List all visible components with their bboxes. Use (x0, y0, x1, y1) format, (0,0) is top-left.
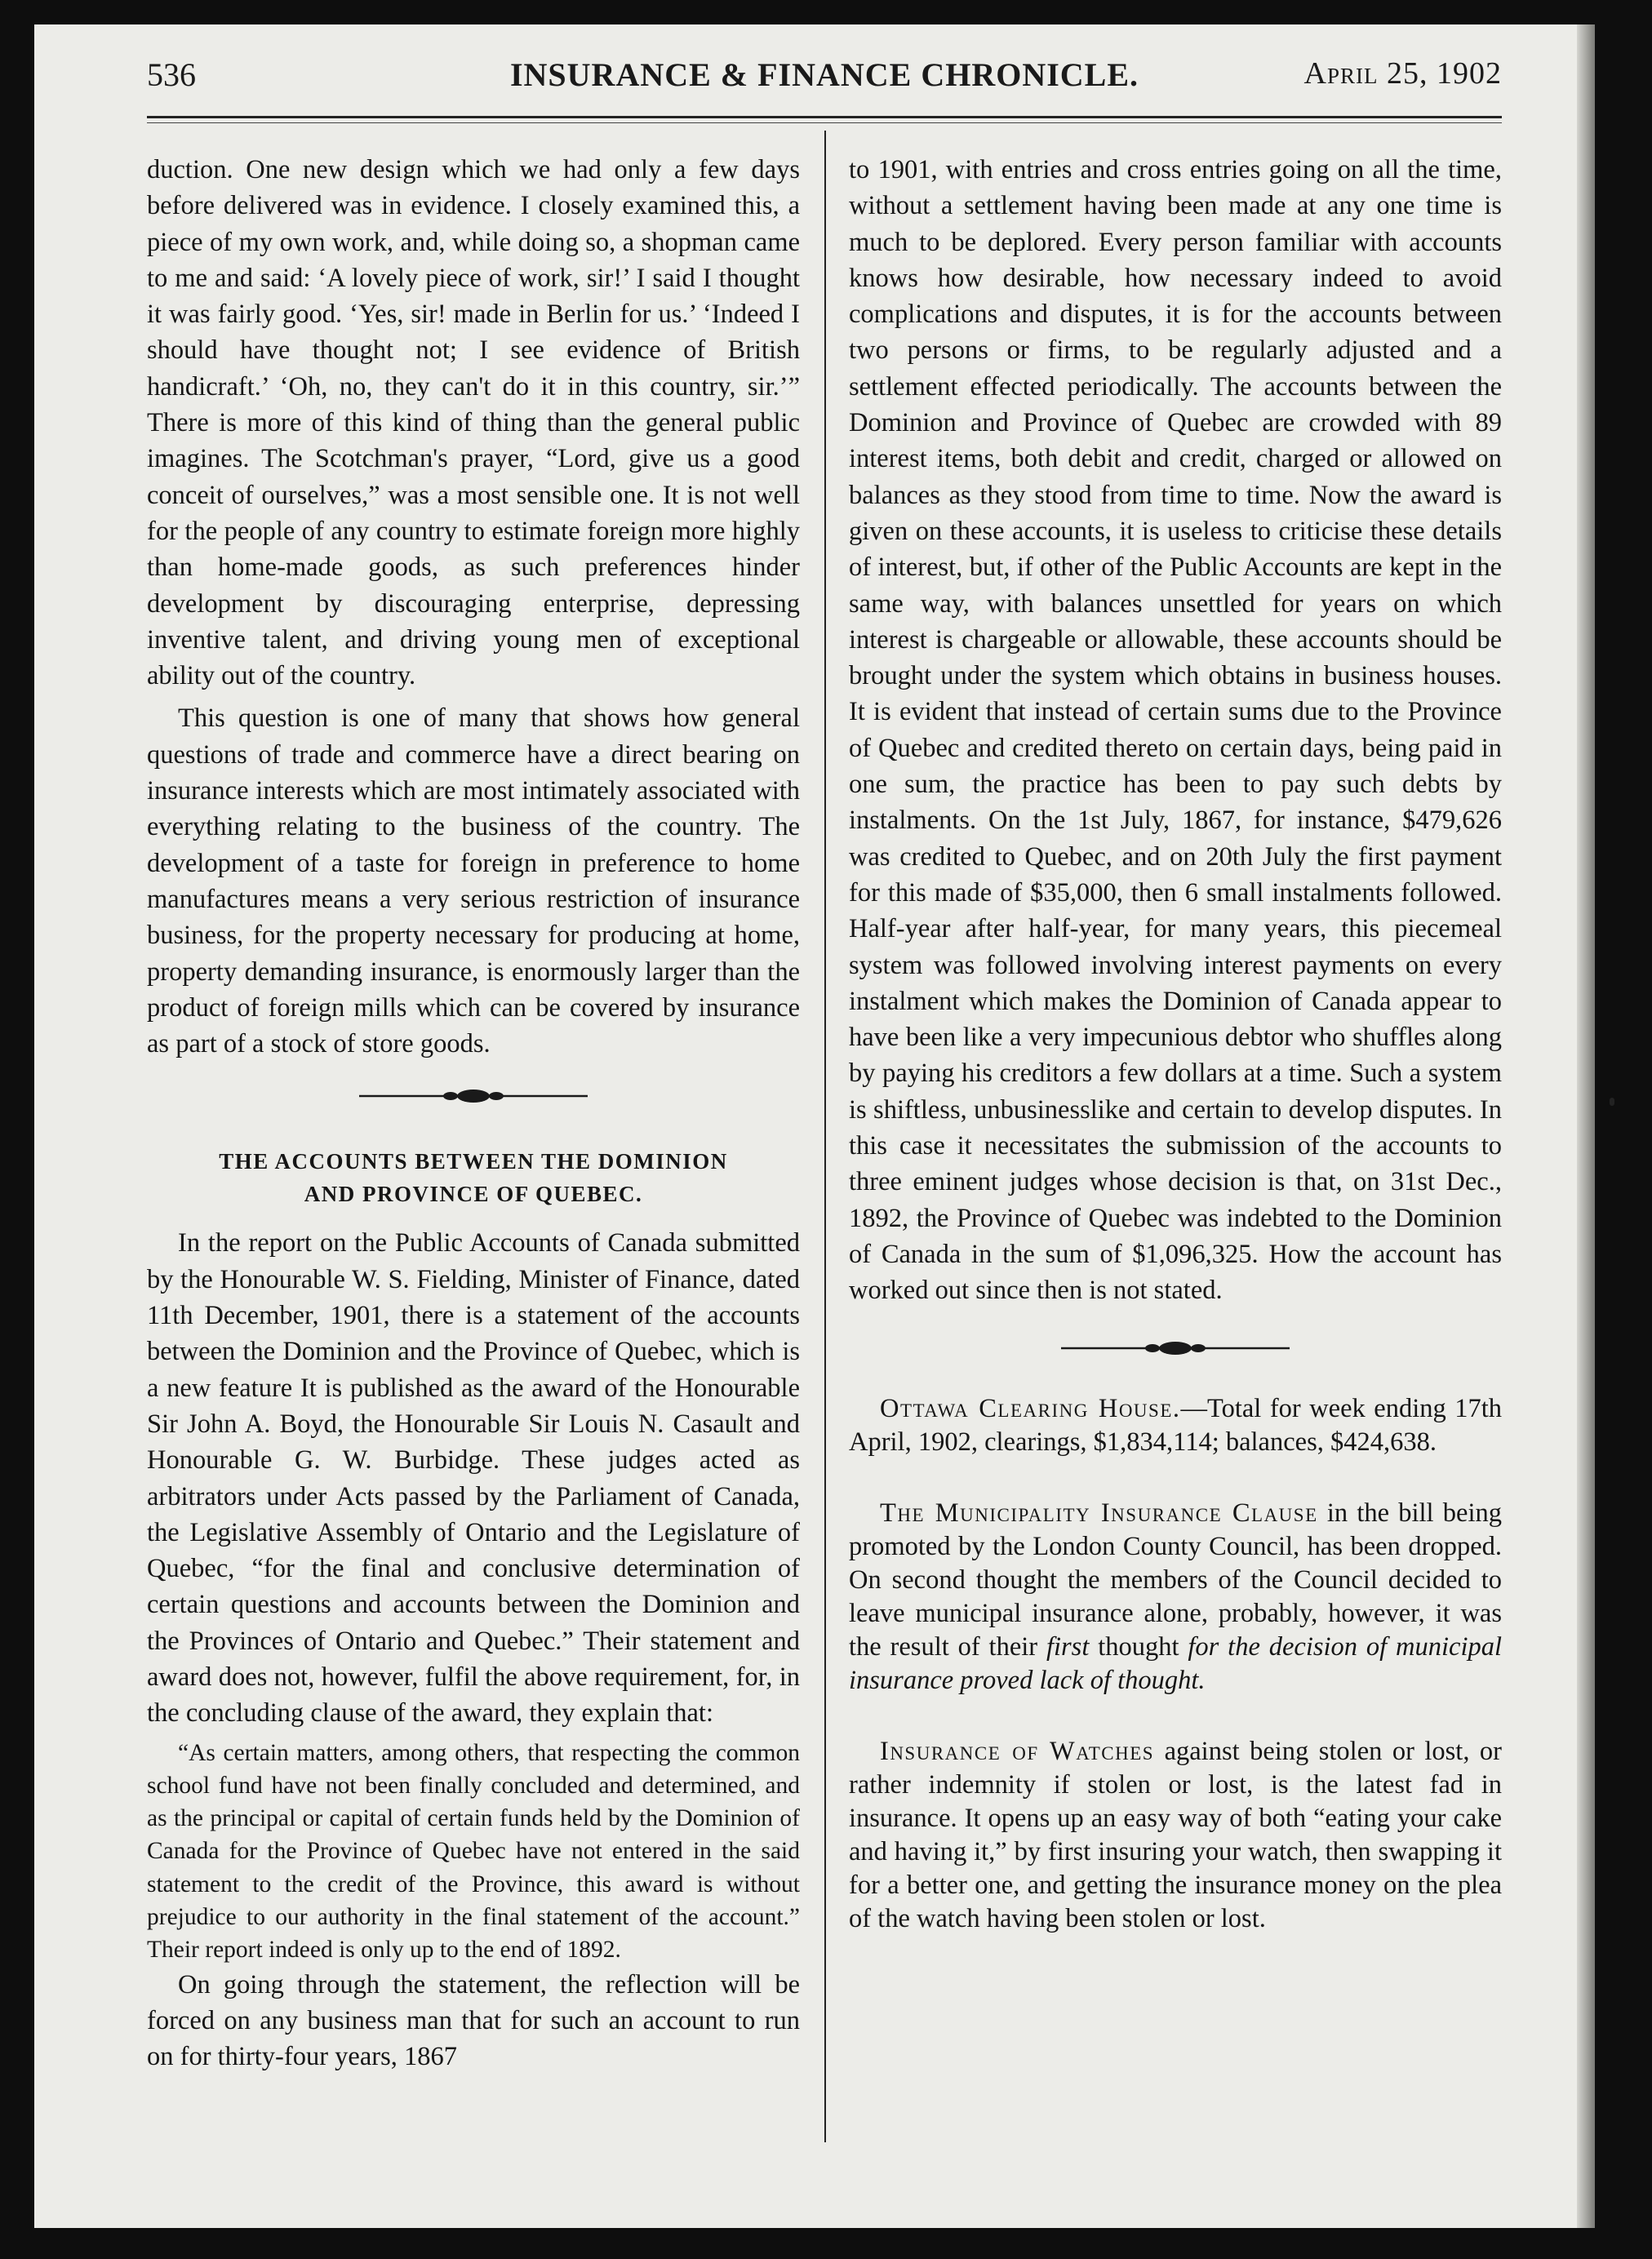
ottawa-text: —Total for week ending 17th April, 1902, clearings, $1,834,114; balances, $424,638. (849, 1393, 1502, 1457)
section-ornament (147, 1080, 800, 1116)
quote-paragraph: “As certain matters, among others, that respecting the common school fund have not been finally concluded and determined, and as the principal or capital of certain funds held by the Dominion of Canada for the Province of Quebec have not entered in the said statement to the credit of the Province, this award is without prejudice to our authority in the final statement of the account.” Their report indeed is only up to the end of 1892. (147, 1739, 800, 1964)
question-paragraph: This question is one of many that shows how general questions of trade and commerce have a direct bearing on insurance interests which are most intimately associated with everything relating to the business of the country. The development of a taste for foreign in preference to home manufactures means a very serious restriction of insurance business, for the property necessary for producing at home, property demanding insurance, is enormously larger than the product of foreign mills which can be covered by insurance as part of a stock of store goods. (147, 703, 800, 1059)
continuation-paragraph: to 1901, with entries and cross entries going on all the time, without a settlement having been made at any one time is much to be deplored. Every person familiar with accounts knows how desirable, how necessary indeed to avoid complications and disputes, it is for the accounts between two persons or firms, to be regularly adjusted and a settlement effected periodically. The accounts between the Dominion and Province of Quebec are crowded with 89 interest items, both debit and credit, charged or allowed on balances as they stood from time to time. Now the award is given on these accounts, it is useless to criticise these details of interest, but, if other of the Public Accounts are kept in the same way, with balances unsettled for years on which interest is chargeable or allowable, these accounts should be brought under the system which obtains in business houses. It is evident that instead of certain sums due to the Province of Quebec and credited thereto on certain days, being paid in one sum, the practice has been to pay such debts by instalments. On the 1st July, 1867, for instance, $479,626 was credited to Quebec, and on 20th July the first payment for this made of $35,000, then 6 small instalments followed. Half-year after half-year, for many years, this piecemeal system was followed involving interest payments on every instalment which makes the Dominion of Canada appear to have been like a very impecunious debtor who shuffles along by paying his creditors a few dollars at a time. Such a system is shiftless, unbusinesslike and certain to develop disputes. In this case it necessitates the submission of the accounts to three eminent judges whose decision is that, on 31st Dec., 1892, the Province of Quebec was indebted to the Dominion of Canada in the sum of $1,096,325. How the account has worked out since then is not stated. (849, 155, 1502, 1306)
page-number: 536 (147, 56, 196, 93)
section-ornament-right (849, 1332, 1502, 1368)
ottawa-clearing-item (849, 1392, 1502, 1459)
page-header (147, 55, 1502, 104)
report-paragraph: In the report on the Public Accounts of Canada submitted by the Honourable W. S. Fielding, Minister of Finance, dated 11th December, 1901, there is a statement of the accounts between the Dominion and the Province of Quebec, which is a new feature It is published as the award of the Honourable Sir John A. Boyd, the Honourable Sir Louis N. Casault and Honourable G. W. Burbidge. These judges acted as arbitrators under Acts passed by the Parliament of Canada, the Legislative Assembly of Ontario and the Legislature of Quebec, “for the final and conclusive determination of certain questions and accounts between the Dominion and the Provinces of Ontario and Quebec.” Their statement and award does not, however, fulfil the above requirement, for, in the concluding clause of the award, they explain that: (147, 1228, 800, 1729)
right-column (849, 152, 1502, 1936)
ottawa-lead: Ottawa Clearing House. (880, 1393, 1181, 1423)
watches-lead: Insurance of Watches (880, 1736, 1155, 1766)
header-rule-thin (147, 122, 1502, 123)
scan-speck (1610, 1098, 1614, 1106)
article-title (147, 1145, 800, 1210)
reflection-paragraph: On going through the statement, the reflection will be forced on any business man that for such an account to run on for thirty-four years, 1867 (147, 1969, 800, 2072)
journal-title: INSURANCE & FINANCE CHRONICLE. (509, 56, 1139, 93)
intro-paragraph: duction. One new design which we had only a few days before delivered was in evidence. I closely examined this, a piece of my own work, and, while doing so, a shopman came to me and said: ‘A lovely piece of work, sir!’ I said I thought it was fairly good. ‘Yes, sir! made in Berlin for us.’ ‘Indeed I should have thought not; I see evidence of British handicraft.’ ‘Oh, no, they can't do it in this country, sir.’” There is more of this kind of thing than the general public imagines. The Scotchman's prayer, “Lord, give us a good conceit of ourselves,” was a most sensible one. It is not well for the people of any country to estimate foreign more highly than home-made goods, as such preferences hinder development by discouraging enterprise, depressing inventive talent, and driving young men of exceptional ability out of the country. (147, 155, 800, 691)
header-rule (147, 116, 1502, 118)
article-title-line2: AND PROVINCE OF QUEBEC. (304, 1182, 643, 1207)
municipality-italic-first: first (1046, 1631, 1090, 1662)
municipality-text2: thought (1089, 1631, 1188, 1662)
left-column (147, 152, 800, 2075)
ornament-divider-icon (1061, 1338, 1290, 1358)
column-divider (824, 131, 826, 2142)
watches-text: against being stolen or lost, or rather indemnity if stolen or lost, is the latest fad in insurance. It opens up an easy way of both “eating your cake and having it,” by first insuring your watch, then swapping it for a better one, and getting the insurance money on the plea of the watch having been stolen or lost. (849, 1736, 1502, 1933)
watches-item (849, 1735, 1502, 1936)
page-edge-shadow (1577, 24, 1595, 2228)
municipality-italic-conclusion: for the decision of municipal insurance proved lack of thought. (849, 1631, 1503, 1695)
ornament-divider-icon (359, 1086, 588, 1106)
article-title-line1: THE ACCOUNTS BETWEEN THE DOMINION (219, 1149, 728, 1174)
municipality-text: in the bill being promoted by the London County Council, has been dropped. On second thought the members of the Council decided to leave municipal insurance alone, probably, however, it was the result of their (849, 1498, 1502, 1662)
municipality-item (849, 1497, 1502, 1698)
municipality-lead: The Municipality Insurance Clause (880, 1498, 1318, 1528)
issue-date: April 25, 1902 (1303, 56, 1502, 91)
